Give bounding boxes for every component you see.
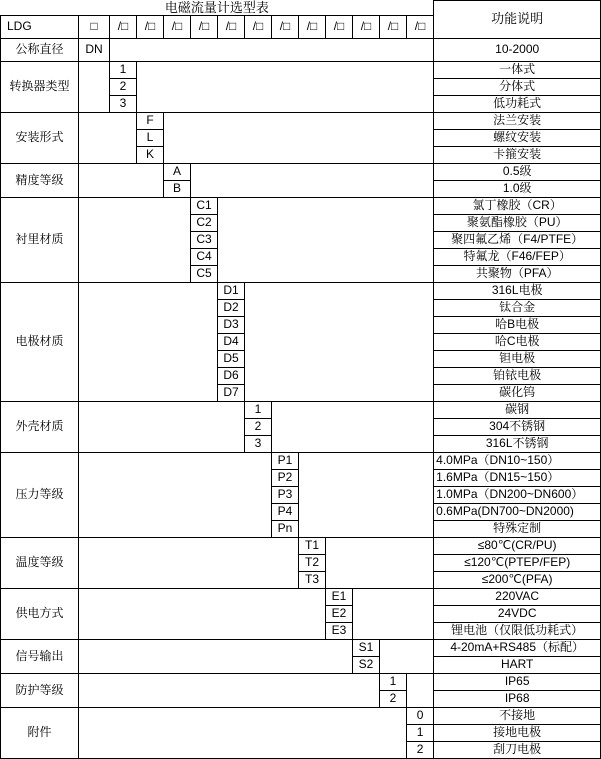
table-row (1, 112, 601, 129)
empty-region (380, 639, 434, 673)
model-slot-cell: /□ (245, 15, 272, 38)
option-desc-cell: 钛合金 (434, 299, 601, 316)
option-code-cell: C4 (191, 248, 218, 265)
empty-region (79, 112, 137, 163)
option-desc-cell: 聚四氟乙烯（F4/PTFE） (434, 231, 601, 248)
model-slot-cell: /□ (326, 15, 353, 38)
option-desc-cell: ≤120℃(PTEP/FEP) (434, 554, 601, 571)
empty-region (407, 673, 434, 707)
group-label-lining-material: 衬里材质 (1, 197, 79, 282)
option-desc-cell: 一体式 (434, 61, 601, 78)
empty-region (353, 588, 434, 639)
option-desc-cell: ≤80℃(CR/PU) (434, 537, 601, 554)
empty-region (79, 673, 380, 707)
group-label-accessories: 附件 (1, 707, 79, 758)
empty-region (218, 197, 434, 282)
table-row (1, 282, 601, 299)
model-slot-cell: /□ (407, 15, 434, 38)
empty-region (326, 537, 434, 588)
option-desc-cell: IP68 (434, 690, 601, 707)
option-code-cell: D4 (218, 333, 245, 350)
option-desc-cell: 304不锈钢 (434, 418, 601, 435)
option-desc-cell: 特氟龙（F46/FEP） (434, 248, 601, 265)
table-row (1, 61, 601, 78)
option-code-cell: 0 (407, 707, 434, 724)
table-row (1, 163, 601, 180)
option-desc-cell: 共聚物（PFA） (434, 265, 601, 282)
model-slot-cell: /□ (353, 15, 380, 38)
table-title: 电磁流量计选型表 (1, 1, 434, 16)
option-code-cell: 1 (380, 673, 407, 690)
option-desc-cell: 4-20mA+RS485（标配） (434, 639, 601, 656)
model-box-cell: □ (79, 15, 110, 38)
option-desc-cell: 分体式 (434, 78, 601, 95)
option-desc-cell: 碳化钨 (434, 384, 601, 401)
empty-region (79, 707, 407, 758)
empty-region (79, 639, 353, 673)
option-desc-cell: HART (434, 656, 601, 673)
option-code-cell: F (137, 112, 164, 129)
empty-region (79, 588, 326, 639)
option-desc-cell: 316L不锈钢 (434, 435, 601, 452)
option-desc-cell: 铂铱电极 (434, 367, 601, 384)
empty-region (79, 452, 272, 537)
table-header-row (1, 1, 601, 16)
option-code-cell: T3 (299, 571, 326, 588)
option-code-cell: C2 (191, 214, 218, 231)
option-code-cell: B (164, 180, 191, 197)
option-desc-cell: 法兰安装 (434, 112, 601, 129)
function-description-header: 功能说明 (434, 1, 601, 39)
empty-region (245, 282, 434, 401)
option-desc-cell: 220VAC (434, 588, 601, 605)
option-code-cell: T1 (299, 537, 326, 554)
option-desc-cell: 哈C电极 (434, 333, 601, 350)
option-code-cell: T2 (299, 554, 326, 571)
option-desc-cell: 钽电极 (434, 350, 601, 367)
empty-region (79, 61, 110, 112)
model-slot-cell: /□ (218, 15, 245, 38)
option-code-cell: P3 (272, 486, 299, 503)
option-code-cell: P1 (272, 452, 299, 469)
option-code-cell: P2 (272, 469, 299, 486)
option-code-cell: S1 (353, 639, 380, 656)
option-code-cell: 2 (110, 78, 137, 95)
option-desc-cell: 0.5级 (434, 163, 601, 180)
option-desc-cell: IP65 (434, 673, 601, 690)
option-code-cell: 3 (245, 435, 272, 452)
empty-region (164, 112, 434, 163)
option-desc-cell: 特殊定制 (434, 520, 601, 537)
group-label-power-supply: 供电方式 (1, 588, 79, 639)
option-code-cell: 2 (380, 690, 407, 707)
option-desc-cell: 10-2000 (434, 38, 601, 61)
table-row (1, 588, 601, 605)
option-desc-cell: 聚氨酯橡胶（PU） (434, 214, 601, 231)
option-desc-cell: 氯丁橡胶（CR） (434, 197, 601, 214)
empty-region (110, 38, 434, 61)
table-row (1, 401, 601, 418)
option-desc-cell: 碳钢 (434, 401, 601, 418)
group-label-converter-type: 转换器类型 (1, 61, 79, 112)
option-code-cell: E2 (326, 605, 353, 622)
empty-region (299, 452, 434, 537)
empty-region (79, 537, 299, 588)
table-row (1, 38, 601, 61)
option-desc-cell: 哈B电极 (434, 316, 601, 333)
group-label-temperature-grade: 温度等级 (1, 537, 79, 588)
option-code-cell: E1 (326, 588, 353, 605)
option-desc-cell: 不接地 (434, 707, 601, 724)
option-desc-cell: 316L电极 (434, 282, 601, 299)
option-code-cell: D7 (218, 384, 245, 401)
option-code-cell: E3 (326, 622, 353, 639)
table-row (1, 673, 601, 690)
model-slot-cell: /□ (191, 15, 218, 38)
option-code-cell: D6 (218, 367, 245, 384)
empty-region (79, 197, 191, 282)
option-code-cell: L (137, 129, 164, 146)
group-label-electrode-material: 电极材质 (1, 282, 79, 401)
option-desc-cell: 螺纹安装 (434, 129, 601, 146)
empty-region (79, 282, 218, 401)
option-code-cell: S2 (353, 656, 380, 673)
option-code-cell: DN (79, 38, 110, 61)
option-desc-cell: 0.6MPa(DN700~DN2000) (434, 503, 601, 520)
option-desc-cell: 卡箍安装 (434, 146, 601, 163)
option-desc-cell: 4.0MPa（DN10~150） (434, 452, 601, 469)
empty-region (272, 401, 434, 452)
table-row (1, 707, 601, 724)
option-desc-cell: 1.0级 (434, 180, 601, 197)
table-row (1, 639, 601, 656)
option-code-cell: C1 (191, 197, 218, 214)
option-code-cell: 1 (245, 401, 272, 418)
option-code-cell: D2 (218, 299, 245, 316)
option-code-cell: 3 (110, 95, 137, 112)
option-code-cell: D3 (218, 316, 245, 333)
option-desc-cell: 锂电池（仅限低功耗式） (434, 622, 601, 639)
option-desc-cell: 接地电极 (434, 724, 601, 741)
option-code-cell: D5 (218, 350, 245, 367)
option-desc-cell: 24VDC (434, 605, 601, 622)
group-label-housing-material: 外壳材质 (1, 401, 79, 452)
table-row (1, 452, 601, 469)
model-slot-cell: /□ (164, 15, 191, 38)
group-label-installation-type: 安装形式 (1, 112, 79, 163)
empty-region (191, 163, 434, 197)
model-slot-cell: /□ (272, 15, 299, 38)
option-code-cell: D1 (218, 282, 245, 299)
group-label-signal-output: 信号输出 (1, 639, 79, 673)
option-desc-cell: 1.0MPa（DN200~DN600） (434, 486, 601, 503)
option-desc-cell: 刮刀电极 (434, 741, 601, 758)
group-label-pressure-grade: 压力等级 (1, 452, 79, 537)
option-code-cell: K (137, 146, 164, 163)
model-slot-cell: /□ (380, 15, 407, 38)
option-code-cell: 2 (245, 418, 272, 435)
option-code-cell: Pn (272, 520, 299, 537)
option-desc-cell: 低功耗式 (434, 95, 601, 112)
option-code-cell: C3 (191, 231, 218, 248)
model-slot-cell: /□ (137, 15, 164, 38)
option-code-cell: 1 (407, 724, 434, 741)
option-desc-cell: 1.6MPa（DN15~150） (434, 469, 601, 486)
option-code-cell: C5 (191, 265, 218, 282)
empty-region (79, 163, 164, 197)
table-row (1, 197, 601, 214)
group-label-nominal-diameter: 公称直径 (1, 38, 79, 61)
group-label-protection-grade: 防护等级 (1, 673, 79, 707)
empty-region (137, 61, 434, 112)
model-slot-cell: /□ (299, 15, 326, 38)
model-slot-cell: /□ (110, 15, 137, 38)
option-code-cell: P4 (272, 503, 299, 520)
option-code-cell: 2 (407, 741, 434, 758)
model-prefix-cell: LDG (1, 15, 79, 38)
empty-region (79, 401, 245, 452)
option-code-cell: A (164, 163, 191, 180)
option-code-cell: 1 (110, 61, 137, 78)
table-row (1, 537, 601, 554)
option-desc-cell: ≤200℃(PFA) (434, 571, 601, 588)
group-label-accuracy-grade: 精度等级 (1, 163, 79, 197)
